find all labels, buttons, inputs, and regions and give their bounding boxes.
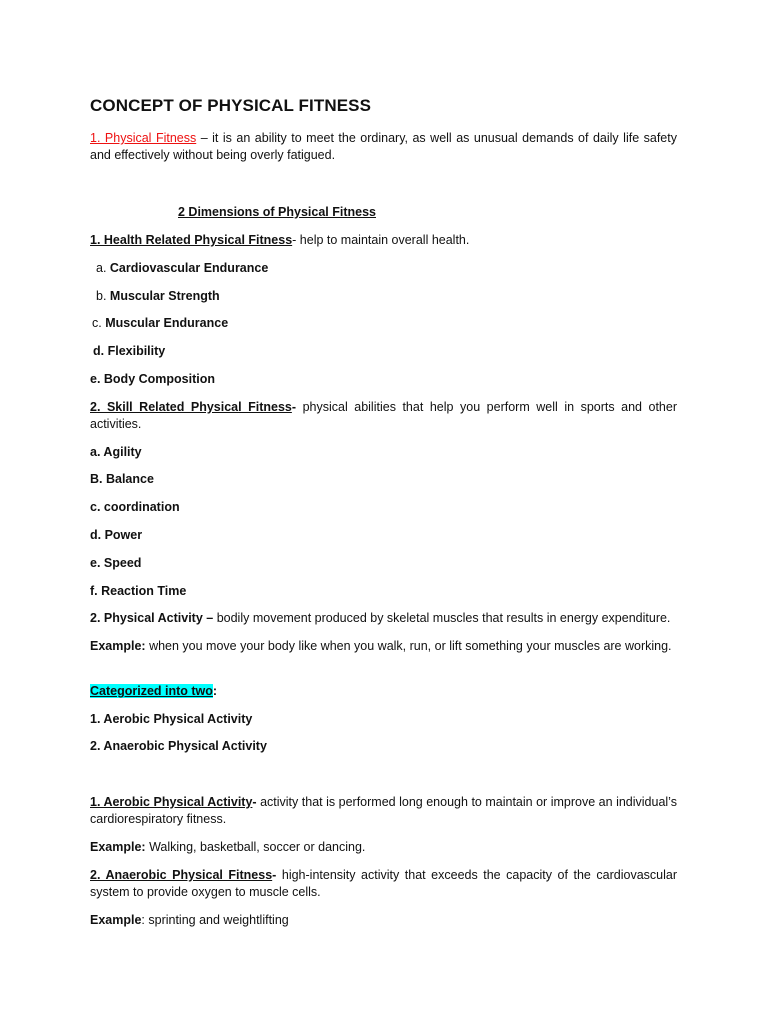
physical-activity-term: 2. Physical Activity – [90, 611, 214, 625]
skill-related-term: 2. Skill Related Physical Fitness [90, 400, 292, 414]
skill-related-paragraph: 2. Skill Related Physical Fitness- physical abilities that help you perform well in sports and other activities. [90, 400, 677, 431]
example-paragraph: Example: when you move your body like when you walk, run, or lift something your muscles are working. [90, 639, 672, 653]
health-related-text: - help to maintain overall health. [292, 233, 470, 247]
list-item: 1. Aerobic Physical Activity [90, 712, 253, 726]
list-item: 2. Anaerobic Physical Activity [90, 739, 267, 753]
list-item: f. Reaction Time [90, 584, 187, 598]
list-item: c. coordination [90, 500, 180, 514]
example-paragraph: Example: Walking, basketball, soccer or dancing. [90, 840, 366, 854]
anaerobic-paragraph: 2. Anaerobic Physical Fitness- high-intensity activity that exceeds the capacity of the cardiovascular system to provide oxygen to muscle cells. [90, 868, 677, 899]
aerobic-term: 1. Aerobic Physical Activity [90, 795, 253, 809]
list-item: c. Muscular Endurance [92, 316, 229, 330]
list-item: d. Power [90, 528, 143, 542]
dimensions-heading: 2 Dimensions of Physical Fitness [178, 205, 376, 219]
intro-term: 1. Physical Fitness [90, 131, 197, 145]
physical-activity-line [90, 610, 677, 627]
aerobic-paragraph: 1. Aerobic Physical Activity- activity that is performed long enough to maintain or improve an individual’s cardiorespiratory fitness. [90, 795, 677, 826]
list-item: e. Speed [90, 556, 142, 570]
list-item: e. Body Composition [90, 372, 215, 386]
physical-activity-text: bodily movement produced by skeletal muscles that results in energy expenditure. [213, 611, 671, 625]
list-item: a. Agility [90, 445, 142, 459]
health-related-term: 1. Health Related Physical Fitness [90, 233, 293, 247]
skill-related-text: physical abilities that help you perform well in sports and other activities. [90, 400, 677, 431]
page-title: CONCEPT OF PHYSICAL FITNESS [90, 96, 372, 115]
categorized-heading: Categorized into two: [90, 684, 218, 698]
example-paragraph: Example: sprinting and weightlifting [90, 913, 289, 927]
intro-paragraph [90, 130, 677, 164]
intro-text: – it is an ability to meet the ordinary, as well as unusual demands of daily life safety and effectively without being overly fatigued. [90, 131, 677, 162]
health-related-line [90, 232, 677, 249]
list-item: B. Balance [90, 472, 154, 486]
list-item: b. Muscular Strength [96, 289, 220, 303]
list-item: d. Flexibility [93, 344, 166, 358]
anaerobic-term: 2. Anaerobic Physical Fitness [90, 868, 273, 882]
list-item: a. Cardiovascular Endurance [96, 261, 269, 275]
